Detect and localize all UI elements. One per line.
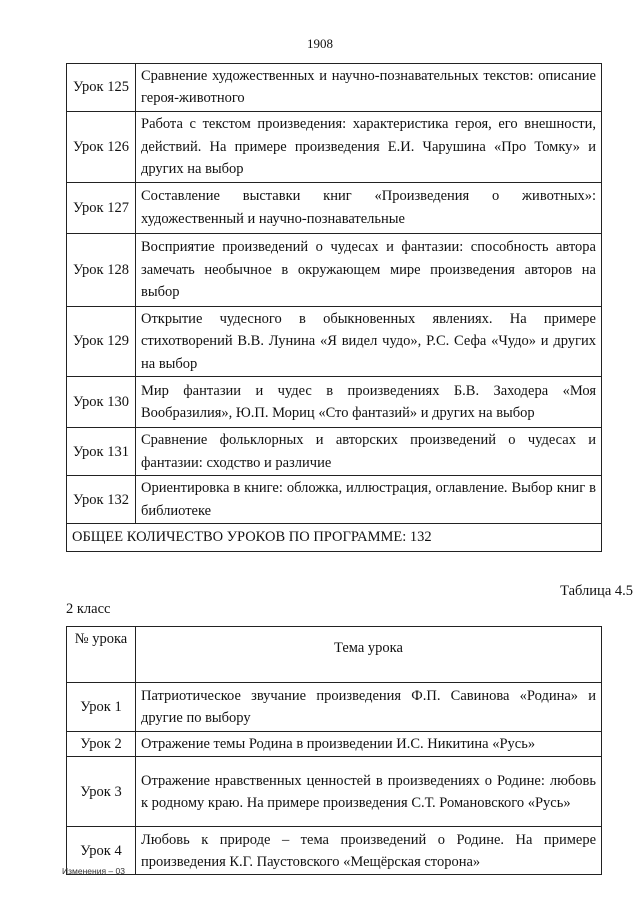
lesson-number: Урок 128 (67, 233, 136, 306)
class-label: 2 класс (66, 601, 111, 617)
lesson-topic: Ориентировка в книге: обложка, иллюстрация, оглавление. Выбор книг в библиотеке (136, 476, 602, 524)
header-lesson-number: № урока (67, 627, 136, 683)
table-row (67, 182, 602, 233)
lesson-number: Урок 129 (67, 306, 136, 376)
table-row (67, 233, 602, 306)
lesson-number: Урок 132 (67, 476, 136, 524)
table-row (67, 757, 602, 827)
table-row (67, 827, 602, 875)
table-row (67, 111, 602, 182)
lesson-topic: Составление выставки книг «Произведения о животных»: художественный и научно-познавательные (136, 182, 602, 233)
lesson-topic: Сравнение фольклорных и авторских произведений о чудесах и фантазии: сходство и различие (136, 428, 602, 476)
table-row (67, 732, 602, 757)
table-row (67, 476, 602, 524)
page-number: 1908 (307, 36, 333, 51)
lesson-topic: Открытие чудесного в обыкновенных явлениях. На примере стихотворений В.В. Лунина «Я видел чудо», Р.С. Сефа «Чудо» и других на выбор (136, 306, 602, 376)
lesson-topic: Отражение нравственных ценностей в произведениях о Родине: любовь к родному краю. На примере произведения С.Т. Романовского «Русь» (136, 757, 602, 827)
lesson-topic: Любовь к природе – тема произведений о Родине. На примере произведения К.Г. Паустовского «Мещёрская сторона» (136, 827, 602, 875)
lesson-number: Урок 125 (67, 64, 136, 112)
lesson-topic: Отражение темы Родина в произведении И.С. Никитина «Русь» (136, 732, 602, 757)
footer-revision-note: Изменения – 03 (62, 866, 125, 876)
lessons-table-grade-1 (66, 63, 602, 552)
lesson-topic: Патриотическое звучание произведения Ф.П. Савинова «Родина» и другие по выбору (136, 683, 602, 732)
lesson-number: Урок 1 (67, 683, 136, 732)
lesson-number: Урок 4 (67, 827, 136, 875)
header-lesson-topic: Тема урока (136, 627, 602, 683)
table-caption: Таблица 4.5 (560, 583, 633, 599)
table-row (67, 306, 602, 376)
lesson-topic: Мир фантазии и чудес в произведениях Б.В. Заходера «Моя Вообразилия», Ю.П. Мориц «Сто фантазий» и других на выбор (136, 377, 602, 428)
table-row (67, 377, 602, 428)
lesson-number: Урок 126 (67, 111, 136, 182)
table-row (67, 428, 602, 476)
lesson-topic: Восприятие произведений о чудесах и фантазии: способность автора замечать необычное в окружающем мире произведения авторов на выбор (136, 233, 602, 306)
total-lessons: ОБЩЕЕ КОЛИЧЕСТВО УРОКОВ ПО ПРОГРАММЕ: 132 (67, 524, 602, 551)
table-header-row (67, 627, 602, 683)
lesson-topic: Работа с текстом произведения: характеристика героя, его внешности, действий. На примере произведения Е.И. Чарушина «Про Томку» и других на выбор (136, 111, 602, 182)
lesson-number: Урок 3 (67, 757, 136, 827)
lesson-number: Урок 131 (67, 428, 136, 476)
lesson-number: Урок 2 (67, 732, 136, 757)
lesson-topic: Сравнение художественных и научно-познавательных текстов: описание героя-животного (136, 64, 602, 112)
lesson-number: Урок 130 (67, 377, 136, 428)
table-row (67, 683, 602, 732)
table-total-row (67, 524, 602, 551)
lesson-number: Урок 127 (67, 182, 136, 233)
table-row (67, 64, 602, 112)
lessons-table-grade-2 (66, 626, 602, 875)
